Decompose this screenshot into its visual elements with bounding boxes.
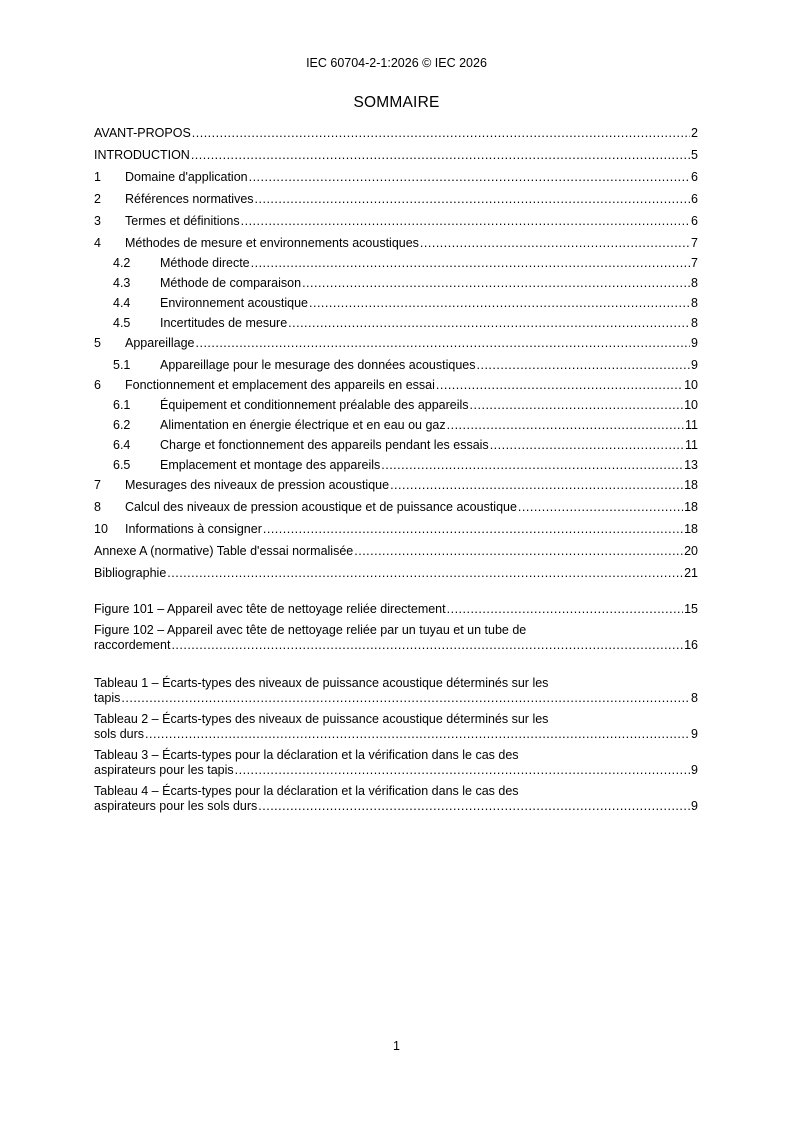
toc-entry (94, 691, 698, 706)
toc-entry[interactable] (94, 478, 698, 493)
dot-leader (251, 256, 690, 271)
toc-entry-number: 4 (94, 236, 101, 250)
toc-entry-title: AVANT-PROPOS (94, 126, 191, 140)
dot-leader (249, 170, 690, 185)
toc-entry-page: 9 (691, 799, 698, 813)
toc-entry-title: Environnement acoustique (160, 296, 309, 310)
dot-leader (518, 500, 683, 515)
toc-entry-page: 9 (691, 336, 698, 350)
toc-entry-title: Méthode de comparaison (160, 276, 302, 290)
table-of-contents (94, 126, 698, 814)
toc-entry[interactable] (94, 358, 698, 373)
dot-leader (420, 236, 690, 251)
dot-leader (241, 214, 690, 229)
toc-entry-page: 9 (691, 358, 698, 372)
table-entry[interactable] (94, 712, 698, 742)
toc-entry-title: Termes et définitions (125, 214, 240, 228)
toc-entry-number: 5.1 (113, 358, 131, 372)
toc-entry-page: 20 (684, 544, 698, 558)
entry-caption-line: Figure 102 – Appareil avec tête de nettoyage reliée par un tuyau et un tube de (94, 623, 527, 637)
toc-entry-number: 4.5 (113, 316, 131, 330)
toc-entry-title: aspirateurs pour les sols durs (94, 799, 258, 813)
toc-entry-title: aspirateurs pour les tapis (94, 763, 234, 777)
toc-entry[interactable] (94, 378, 698, 393)
toc-entry-title: Appareillage (125, 336, 195, 350)
toc-entry-title: Équipement et conditionnement préalable des appareils (160, 398, 469, 412)
toc-entry-page: 8 (691, 296, 698, 310)
dot-leader (255, 192, 691, 207)
toc-entry-number: 6 (94, 378, 101, 392)
toc-entry-number: 3 (94, 214, 101, 228)
toc-entry-page: 7 (691, 236, 698, 250)
dot-leader (490, 438, 684, 453)
dot-leader (258, 799, 690, 814)
toc-entry-number: 6.1 (113, 398, 131, 412)
toc-entry-number: 10 (94, 522, 108, 536)
dot-leader (447, 602, 683, 617)
dot-leader (354, 544, 683, 559)
toc-entry[interactable] (94, 296, 698, 311)
toc-entry-page: 2 (691, 126, 698, 140)
toc-entry (94, 602, 698, 617)
toc-entry-page: 6 (691, 214, 698, 228)
table-entry[interactable] (94, 784, 698, 814)
toc-entry[interactable] (94, 500, 698, 515)
toc-entry-page: 18 (684, 522, 698, 536)
toc-entry-title: Méthodes de mesure et environnements acoustiques (125, 236, 419, 250)
toc-entry-number: 2 (94, 192, 101, 206)
toc-entry-page: 9 (691, 727, 698, 741)
dot-leader (288, 316, 690, 331)
toc-entry-title: raccordement (94, 638, 171, 652)
dot-leader (192, 126, 690, 141)
toc-entry[interactable] (94, 126, 698, 141)
toc-entry-page: 10 (684, 378, 698, 392)
dot-leader (196, 336, 691, 351)
toc-entry-title: Appareillage pour le mesurage des données acoustiques (160, 358, 476, 372)
toc-entry[interactable] (94, 170, 698, 185)
toc-entry-title: sols durs (94, 727, 145, 741)
figure-entry[interactable] (94, 602, 698, 617)
toc-entry[interactable] (94, 148, 698, 163)
figure-list (94, 602, 698, 653)
toc-entry-page: 13 (684, 458, 698, 472)
toc-entry[interactable] (94, 398, 698, 413)
toc-entry (94, 763, 698, 778)
toc-entry-page: 8 (691, 691, 698, 705)
toc-entry (94, 799, 698, 814)
dot-leader (390, 478, 683, 493)
toc-entry-page: 21 (684, 566, 698, 580)
toc-entry-title: Informations à consigner (125, 522, 262, 536)
page-title: SOMMAIRE (353, 94, 440, 111)
toc-entry-title: tapis (94, 691, 121, 705)
toc-entry[interactable] (94, 458, 698, 473)
toc-entry-number: 1 (94, 170, 101, 184)
dot-leader (235, 763, 690, 778)
toc-entry[interactable] (94, 316, 698, 331)
toc-entry-page: 15 (684, 602, 698, 616)
toc-entry-title: Mesurages des niveaux de pression acoustique (125, 478, 390, 492)
toc-entry[interactable] (94, 522, 698, 537)
dot-leader (381, 458, 683, 473)
entry-caption-line: Tableau 4 – Écarts-types pour la déclaration et la vérification dans le cas des (94, 784, 519, 798)
toc-entry[interactable] (94, 418, 698, 433)
toc-entry (94, 727, 698, 742)
toc-entry-number: 4.2 (113, 256, 131, 270)
dot-leader (191, 148, 690, 163)
toc-entry-page: 7 (691, 256, 698, 270)
toc-entry-title: Alimentation en énergie électrique et en eau ou gaz (160, 418, 446, 432)
toc-entry[interactable] (94, 566, 698, 581)
figure-entry[interactable] (94, 623, 698, 653)
entry-caption-line: Tableau 2 – Écarts-types des niveaux de puissance acoustique déterminés sur les (94, 712, 549, 726)
dot-leader (309, 296, 690, 311)
dot-leader (145, 727, 690, 742)
toc-entry-page: 18 (684, 478, 698, 492)
toc-entry[interactable] (94, 256, 698, 271)
toc-entry-number: 5 (94, 336, 101, 350)
toc-entry-title: Annexe A (normative) Table d'essai normalisée (94, 544, 354, 558)
toc-entry-title: Domaine d'application (125, 170, 248, 184)
dot-leader (171, 638, 683, 653)
dot-leader (436, 378, 683, 393)
table-entry[interactable] (94, 748, 698, 778)
toc-entry[interactable] (94, 236, 698, 251)
toc-entry-page: 11 (685, 418, 698, 432)
toc-entry-title: Bibliographie (94, 566, 167, 580)
toc-entry-title: Calcul des niveaux de pression acoustique et de puissance acoustique (125, 500, 517, 514)
toc-entries (94, 126, 698, 581)
toc-entry-page: 10 (684, 398, 698, 412)
toc-entry[interactable] (94, 336, 698, 351)
toc-entry-number: 6.2 (113, 418, 131, 432)
toc-entry-page: 5 (691, 148, 698, 162)
toc-entry-page: 6 (691, 170, 698, 184)
dot-leader (470, 398, 684, 413)
toc-entry-page: 8 (691, 316, 698, 330)
toc-entry[interactable] (94, 192, 698, 207)
toc-entry-title: Emplacement et montage des appareils (160, 458, 381, 472)
toc-entry-number: 6.4 (113, 438, 131, 452)
toc-entry-page: 16 (684, 638, 698, 652)
table-entry[interactable] (94, 676, 698, 706)
toc-entry-page: 11 (685, 438, 698, 452)
toc-entry-page: 18 (684, 500, 698, 514)
toc-entry-title: Méthode directe (160, 256, 250, 270)
toc-entry-title: INTRODUCTION (94, 148, 190, 162)
toc-entry-number: 6.5 (113, 458, 131, 472)
dot-leader (263, 522, 683, 537)
dot-leader (477, 358, 691, 373)
toc-entry (94, 638, 698, 653)
toc-entry-title: Charge et fonctionnement des appareils pendant les essais (160, 438, 489, 452)
dot-leader (302, 276, 690, 291)
entry-caption-line: Tableau 3 – Écarts-types pour la déclaration et la vérification dans le cas des (94, 748, 519, 762)
dot-leader (447, 418, 684, 433)
toc-entry[interactable] (94, 438, 698, 453)
toc-entry-title: Fonctionnement et emplacement des appareils en essai (125, 378, 435, 392)
toc-entry-number: 4.3 (113, 276, 131, 290)
entry-caption-line: Tableau 1 – Écarts-types des niveaux de puissance acoustique déterminés sur les (94, 676, 549, 690)
page-number: 1 (393, 1039, 400, 1053)
toc-entry-page: 8 (691, 276, 698, 290)
toc-entry-number: 4.4 (113, 296, 131, 310)
toc-entry-number: 7 (94, 478, 101, 492)
table-list (94, 676, 698, 814)
dot-leader (121, 691, 690, 706)
document-header: IEC 60704-2-1:2026 © IEC 2026 (306, 56, 487, 70)
dot-leader (167, 566, 683, 581)
toc-entry-title: Incertitudes de mesure (160, 316, 288, 330)
toc-entry-page: 6 (691, 192, 698, 206)
toc-entry-title: Références normatives (125, 192, 254, 206)
toc-entry-title: Figure 101 – Appareil avec tête de nettoyage reliée directement (94, 602, 446, 616)
toc-entry[interactable] (94, 544, 698, 559)
toc-entry[interactable] (94, 214, 698, 229)
toc-entry-page: 9 (691, 763, 698, 777)
toc-entry[interactable] (94, 276, 698, 291)
toc-entry-number: 8 (94, 500, 101, 514)
